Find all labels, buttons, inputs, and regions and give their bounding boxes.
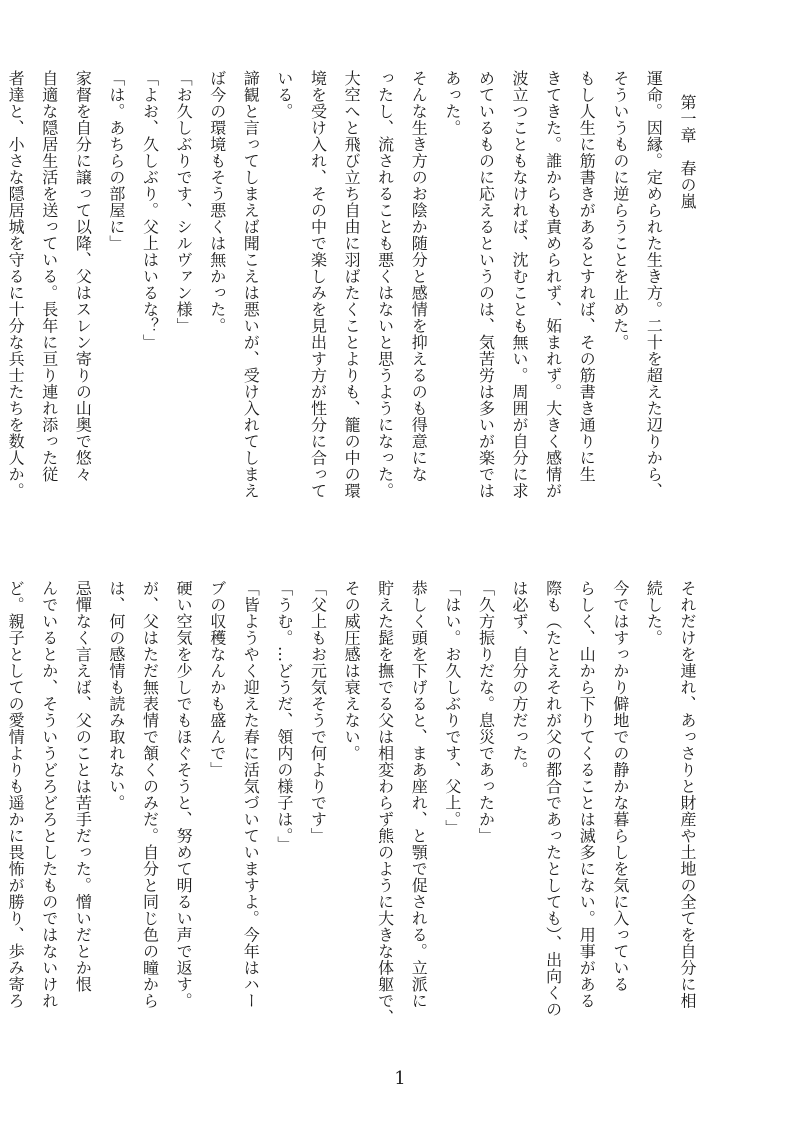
text-line: 「父上もお元気そうで何よりです」: [308, 580, 328, 844]
text-line: 波立つこともなければ、沈むことも無い。周囲が自分に求: [510, 70, 530, 499]
text-line: きてきた。誰からも責められず、妬まれず。大きく感情が: [543, 70, 563, 499]
top-tier-text: [6, 70, 704, 540]
text-line: は、何の感情も読み取れない。: [106, 580, 126, 811]
text-line: 忌憚なく言えば、父のことは苦手だった。憎いだとか恨: [73, 580, 93, 993]
text-line: 「はい。お久しぶりです、父上。」: [442, 580, 462, 836]
text-line: 自適な隠居生活を送っている。長年に亘り連れ添った従: [39, 70, 59, 483]
text-line: ブの収穫なんかも盛んで」: [207, 580, 227, 778]
text-line: 際も（たとえそれが父の都合であったとしても）、出向くの: [543, 580, 563, 1018]
text-line: そんな生き方のお陰か随分と感情を抑えるのも得意にな: [409, 70, 429, 483]
text-line: ど。親子としての愛情よりも遥かに畏怖が勝り、歩み寄ろ: [6, 580, 26, 1009]
text-line: 今ではすっかり僻地での静かな暮らしを気に入っている: [610, 580, 630, 993]
text-line: 諦観と言ってしまえば聞こえは悪いが、受け入れてしまえ: [241, 70, 261, 499]
chapter-title: 第一章 春の嵐: [678, 94, 697, 210]
text-line: 「久方振りだな。息災であったか」: [476, 580, 496, 844]
text-line: 大空へと飛び立ち自由に羽ばたくことよりも、籠の中の環: [342, 70, 362, 499]
text-line: 続した。: [644, 580, 664, 646]
text-line: 者達と、小さな隠居城を守るに十分な兵士たちを数人か。: [6, 70, 26, 499]
text-line: それだけを連れ、あっさりと財産や土地の全てを自分に相: [678, 580, 697, 1009]
text-line: は必ず、自分の方だった。: [510, 580, 530, 778]
text-line: 境を受け入れ、その中で楽しみを見出す方が性分に合って: [308, 70, 328, 499]
text-line: めているものに応えるというのは、気苦労は多いが楽では: [476, 70, 496, 499]
page-number: 1: [394, 1068, 406, 1089]
text-line: 硬い空気を少しでもほぐそうと、努めて明るい声で返す。: [174, 580, 194, 1009]
text-line: そういうものに逆らうことを止めた。: [610, 70, 630, 351]
text-line: ったし、流されることも悪くはないと思うようになった。: [375, 70, 395, 499]
text-line: いる。: [274, 70, 294, 120]
text-line: 運命。因縁。定められた生き方。二十を超えた辺りから、: [644, 70, 664, 499]
text-line: 「よお、久しぶり。父上はいるな？」: [140, 70, 160, 351]
text-line: んでいるとか、そういうどろどろとしたものではないけれ: [39, 580, 59, 1009]
bottom-tier-text: [6, 580, 704, 1050]
text-line: 「皆ようやく迎えた春に活気づいていますよ。今年はハー: [241, 580, 261, 1009]
text-line: 「うむ。…どうだ、領内の様子は。」: [274, 580, 294, 853]
text-line: 「は。あちらの部屋に」: [106, 70, 126, 252]
text-line: 貯えた髭を撫でる父は相変わらず熊のように大きな体躯で、: [375, 580, 395, 1026]
text-line: 家督を自分に譲って以降、父はスレン寄りの山奥で悠々: [73, 70, 93, 483]
text-line: ば今の環境もそう悪くは無かった。: [207, 70, 227, 334]
text-line: その威圧感は衰えない。: [342, 580, 362, 762]
text-line: が、父はただ無表情で頷くのみだ。自分と同じ色の瞳から: [140, 580, 160, 1009]
text-line: 恭しく頭を下げると、まあ座れ、と顎で促される。立派に: [409, 580, 429, 1009]
text-line: らしく、山から下りてくることは滅多にない。用事がある: [577, 580, 597, 1009]
text-line: 「お久しぶりです、シルヴァン様」: [174, 70, 194, 334]
text-line: もし人生に筋書きがあるとすれば、その筋書き通りに生: [577, 70, 597, 483]
text-line: あった。: [442, 70, 462, 136]
